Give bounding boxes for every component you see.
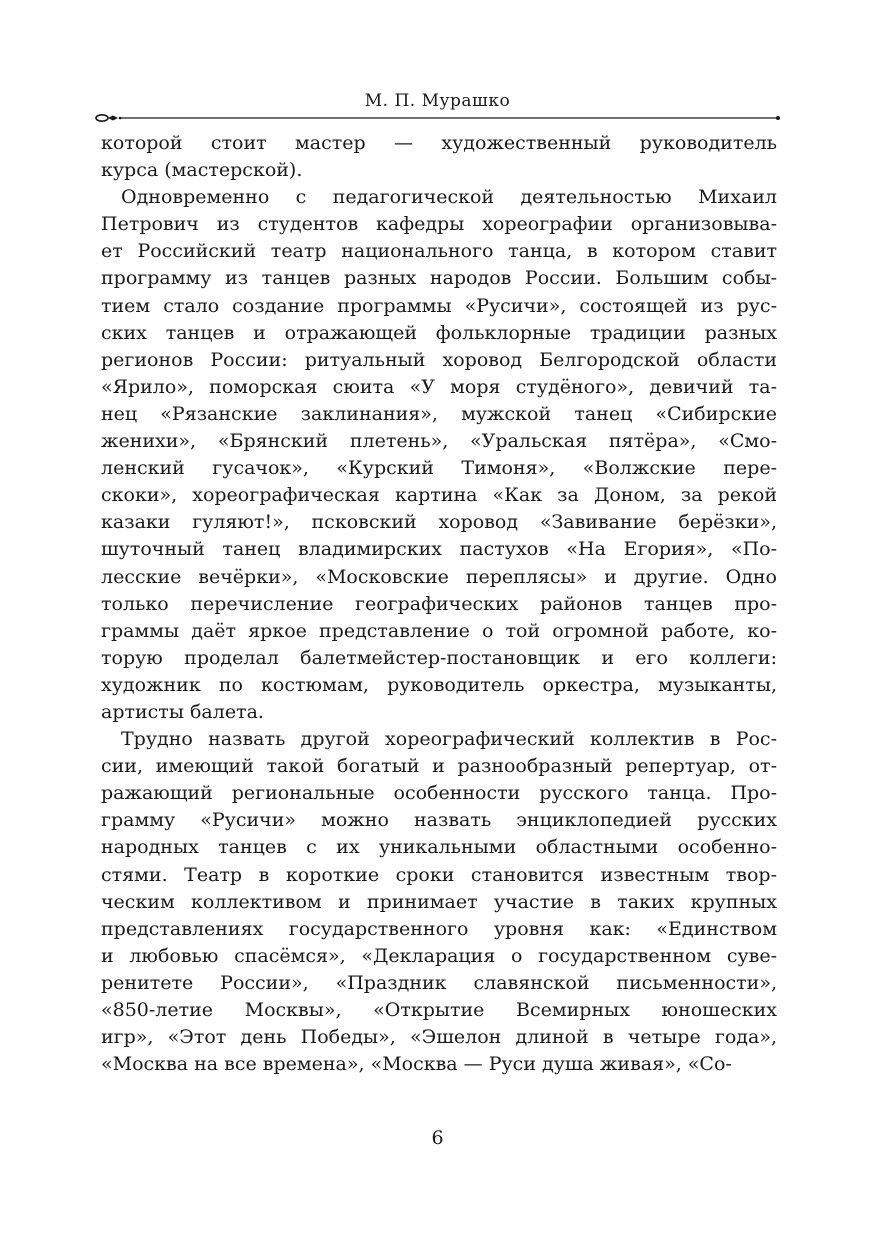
text-line: Трудно назвать другой хореографический коллектив в Рос- [121, 728, 777, 751]
text-line: тием стало создание программы «Русичи», состоящей из рус- [101, 294, 777, 317]
text-line: ленский гусачок», «Курский Тимоня», «Волжские пере- [101, 457, 777, 480]
text-line: артисты балета. [101, 700, 264, 723]
text-line: ческим коллективом и принимает участие в таких крупных [101, 890, 777, 913]
text-line: нец «Рязанские заклинания», мужской танец «Сибирские [101, 402, 777, 425]
text-line: граммы даёт яркое представление о той огромной работе, ко- [101, 619, 777, 642]
body-text [101, 130, 777, 1078]
text-line: стями. Театр в короткие сроки становится известным твор- [101, 863, 777, 886]
text-line: скоки», хореографическая картина «Как за Доном, за рекой [101, 484, 777, 507]
text-line: шуточный танец владимирских пастухов «На Егория», «По- [101, 538, 777, 561]
text-line: регионов России: ритуальный хоровод Белгородской области [101, 348, 777, 371]
text-line: казаки гуляют!», псковский хоровод «Завивание берёзки», [101, 511, 777, 534]
running-header: М. П. Мурашко [364, 91, 511, 111]
text-line: ренитете России», «Праздник славянской письменности», [101, 971, 777, 994]
text-line: «Ярило», поморская сюита «У моря студёного», девичий та- [101, 375, 777, 398]
text-line: сии, имеющий такой богатый и разнообразный репертуар, от- [101, 755, 777, 778]
text-line: грамму «Русичи» можно назвать энциклопедией русских [101, 809, 777, 832]
text-line: ражающий региональные особенности русского танца. Про- [101, 782, 777, 805]
text-line: ет Российский театр национального танца, в котором ставит [101, 240, 777, 263]
text-line: лесские вечёрки», «Московские переплясы» и другие. Одно [101, 565, 777, 588]
text-line: которой стоит мастер — художественный руководитель [101, 132, 777, 154]
text-line: представлениях государственного уровня как: «Единством [101, 917, 777, 940]
text-line: женихи», «Брянский плетень», «Уральская пятёра», «Смо- [101, 430, 777, 453]
text-line: игр», «Этот день Победы», «Эшелон длиной в четыре года», [101, 1026, 777, 1049]
flourish-ornament-icon [96, 115, 121, 121]
text-line: ских танцев и отражающей фольклорные традиции разных [101, 321, 777, 344]
text-line: только перечисление географических районов танцев про- [101, 592, 777, 615]
paragraph [101, 726, 777, 1078]
text-line: народных танцев с их уникальными областными особенно- [101, 836, 777, 859]
text-line: Петрович из студентов кафедры хореографии организовыва- [101, 213, 777, 236]
text-line: курса (мастерской). [101, 159, 303, 182]
rule-end-dot-icon [776, 116, 780, 120]
page-number: 6 [431, 1127, 444, 1149]
text-line: Одновременно с педагогической деятельностью Михаил [121, 186, 777, 209]
text-line: «Москва на все времена», «Москва — Руси душа живая», «Со- [101, 1053, 732, 1076]
text-line: программу из танцев разных народов России. Большим собы- [101, 267, 777, 290]
header-ornament-rule [95, 113, 781, 123]
paragraph [101, 130, 777, 184]
paragraph [101, 184, 777, 726]
text-line: художник по костюмам, руководитель оркестра, музыканты, [101, 673, 777, 696]
text-line: и любовью спасёмся», «Декларация о государственном суве- [101, 944, 777, 967]
text-line: «850-летие Москвы», «Открытие Всемирных юношеских [101, 999, 777, 1021]
text-line: торую проделал балетмейстер-постановщик и его коллеги: [101, 646, 777, 669]
